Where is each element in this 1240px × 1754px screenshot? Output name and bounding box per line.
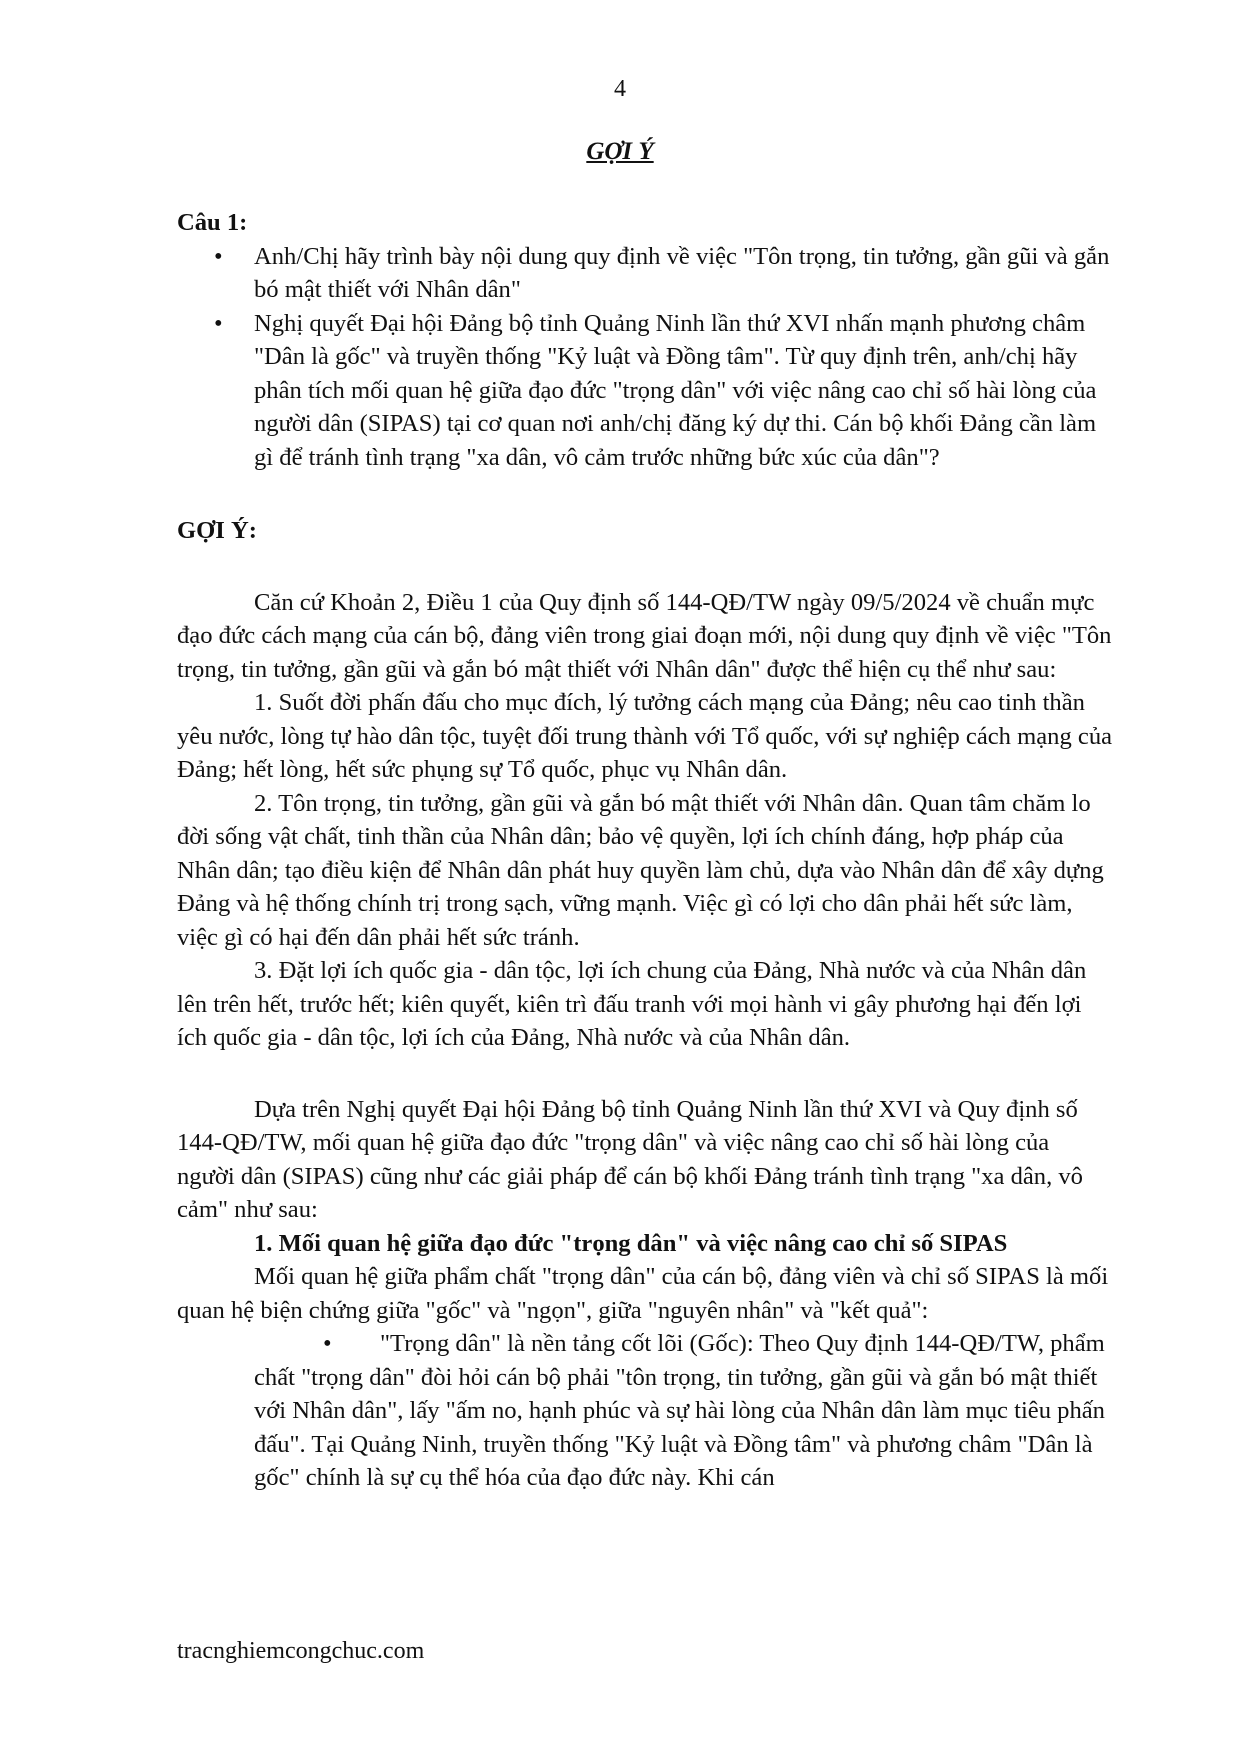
footer-site: tracnghiemcongchuc.com [177,1638,425,1664]
question-list [177,240,1113,475]
answer-intro: Căn cứ Khoản 2, Điều 1 của Quy định số 144-QĐ/TW ngày 09/5/2024 về chuẩn mực đạo đức cách mạng của cán bộ, đảng viên trong giai đoạn mới, nội dung quy định về việc "Tôn trọng, tin tưởng, gần gũi và gắn bó mật thiết với Nhân dân" được thể hiện cụ thể như sau: [177,588,1112,683]
bullet-dot-icon: • [323,1330,332,1357]
answer-point-1: 1. Suốt đời phấn đấu cho mục đích, lý tưởng cách mạng của Đảng; nêu cao tinh thần yêu nước, lòng tự hào dân tộc, tuyệt đối trung thành với Tổ quốc, với sự nghiệp cách mạng của Đảng; hết lòng, hết sức phụng sự Tổ quốc, phục vụ Nhân dân. [177,689,1113,783]
answer-heading: GỢI Ý: [177,517,257,544]
section-1-heading: 1. Mối quan hệ giữa đạo đức "trọng dân" và việc nâng cao chỉ số SIPAS [254,1229,1008,1257]
answer-point-2: 2. Tôn trọng, tin tưởng, gần gũi và gắn bó mật thiết với Nhân dân. Quan tâm chăm lo đời sống vật chất, tinh thần của Nhân dân; bảo vệ quyền, lợi ích chính đáng, hợp pháp của Nhân dân; tạo điều kiện để Nhân dân phát huy quyền làm chủ, dựa vào Nhân dân để xây dựng Đảng và hệ thống chính trị trong sạch, vững mạnh. Việc gì có lợi cho dân phải hết sức làm, việc gì có hại đến dân phải hết sức tránh. [177,789,1104,951]
question-bullet-1: • Anh/Chị hãy trình bày nội dung quy định về việc "Tôn trọng, tin tưởng, gần gũi và gắn bó mật thiết với Nhân dân" [254,240,1113,307]
answer-point-3: 3. Đặt lợi ích quốc gia - dân tộc, lợi ích chung của Đảng, Nhà nước và của Nhân dân lên trên hết, trước hết; kiên quyết, kiên trì đấu tranh với mọi hành vi gây phương hại đến lợi ích quốc gia - dân tộc, lợi ích của Đảng, Nhà nước và của Nhân dân. [177,957,1087,1051]
section-1-bullet-text: "Trọng dân" là nền tảng cốt lõi (Gốc): Theo Quy định 144-QĐ/TW, phẩm chất "trọng dân" đòi hỏi cán bộ phải "tôn trọng, tin tưởng, gần gũi và gắn bó mật thiết với Nhân dân", lấy "ấm no, hạnh phúc và sự hài lòng của Nhân dân làm mục tiêu phấn đấu". Tại Quảng Ninh, truyền thống "Kỷ luật và Đồng tâm" và phương châm "Dân là gốc" chính là sự cụ thể hóa của đạo đức này. Khi cán [254,1330,1105,1491]
section-1-bullet [177,1327,1113,1495]
section-1-intro: Mối quan hệ giữa phẩm chất "trọng dân" của cán bộ, đảng viên và chỉ số SIPAS là mối quan hệ biện chứng giữa "gốc" và "ngọn", giữa "nguyên nhân" và "kết quả": [177,1263,1109,1324]
question-bullet-2: • Nghị quyết Đại hội Đảng bộ tỉnh Quảng Ninh lần thứ XVI nhấn mạnh phương châm "Dân là gốc" và truyền thống "Kỷ luật và Đồng tâm". Từ quy định trên, anh/chị hãy phân tích mối quan hệ giữa đạo đức "trọng dân" với việc nâng cao chỉ số hài lòng của người dân (SIPAS) tại cơ quan nơi anh/chị đăng ký dự thi. Cán bộ khối Đảng cần làm gì để tránh tình trạng "xa dân, vô cảm trước những bức xúc của dân"? [254,307,1113,475]
document-body [177,206,1113,1495]
question-heading: Câu 1: [177,209,248,236]
page-number: 4 [614,76,626,102]
page-title: GỢI Ý [586,138,654,165]
answer-intro-2: Dựa trên Nghị quyết Đại hội Đảng bộ tỉnh Quảng Ninh lần thứ XVI và Quy định số 144-QĐ/TW, mối quan hệ giữa đạo đức "trọng dân" và việc nâng cao chỉ số hài lòng của người dân (SIPAS) cũng như các giải pháp để cán bộ khối Đảng tránh tình trạng "xa dân, vô cảm" như sau: [177,1095,1083,1223]
